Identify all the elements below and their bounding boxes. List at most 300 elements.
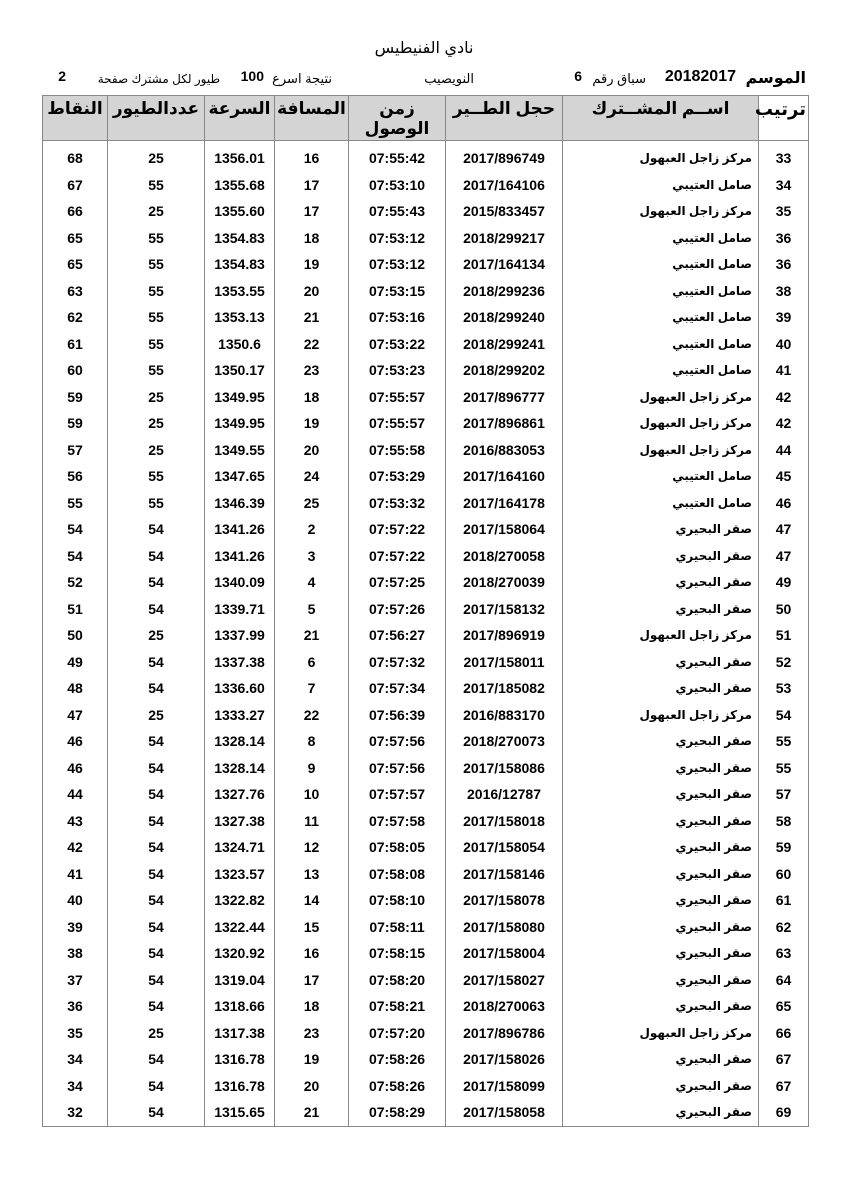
- speed-cell: 1317.38: [205, 1020, 275, 1047]
- rank-cell: 36: [759, 251, 809, 278]
- points-cell: 36: [43, 993, 108, 1020]
- speed-cell: 1356.01: [205, 145, 275, 172]
- rank-cell: 39: [759, 304, 809, 331]
- speed-cell: 1316.78: [205, 1046, 275, 1073]
- member-name-cell: صقر البحيري: [563, 887, 759, 914]
- points-cell: 35: [43, 1020, 108, 1047]
- page-number: 2: [58, 68, 66, 84]
- member-name-cell: صقر البحيري: [563, 728, 759, 755]
- points-cell: 62: [43, 304, 108, 331]
- distance-cell: 22: [275, 702, 349, 729]
- speed-cell: 1354.83: [205, 225, 275, 252]
- member-name-cell: صقر البحيري: [563, 569, 759, 596]
- distance-cell: 16: [275, 145, 349, 172]
- member-name-cell: صامل العتيبي: [563, 225, 759, 252]
- arrival-time-cell: 07:55:58: [349, 437, 446, 464]
- rank-cell: 50: [759, 596, 809, 623]
- speed-cell: 1341.26: [205, 543, 275, 570]
- speed-cell: 1337.38: [205, 649, 275, 676]
- table-row: [43, 357, 809, 384]
- member-name-cell: صامل العتيبي: [563, 304, 759, 331]
- rank-cell: 66: [759, 1020, 809, 1047]
- member-name-cell: صقر البحيري: [563, 940, 759, 967]
- arrival-time-cell: 07:55:43: [349, 198, 446, 225]
- member-name-cell: صقر البحيري: [563, 516, 759, 543]
- table-row: [43, 622, 809, 649]
- distance-cell: 13: [275, 861, 349, 888]
- rank-cell: 46: [759, 490, 809, 517]
- table-row: [43, 463, 809, 490]
- rank-cell: 44: [759, 437, 809, 464]
- points-cell: 67: [43, 172, 108, 199]
- birds-count-cell: 55: [108, 490, 205, 517]
- table-row: [43, 490, 809, 517]
- distance-cell: 16: [275, 940, 349, 967]
- arrival-time-cell: 07:56:27: [349, 622, 446, 649]
- birds-count-cell: 54: [108, 993, 205, 1020]
- distance-cell: 21: [275, 622, 349, 649]
- birds-count-cell: 54: [108, 649, 205, 676]
- points-cell: 43: [43, 808, 108, 835]
- member-name-cell: مركز زاجل العبهول: [563, 622, 759, 649]
- table-row: [43, 728, 809, 755]
- arrival-time-cell: 07:53:15: [349, 278, 446, 305]
- table-row: [43, 1046, 809, 1073]
- member-name-cell: مركز زاجل العبهول: [563, 437, 759, 464]
- table-row: [43, 675, 809, 702]
- arrival-time-cell: 07:57:25: [349, 569, 446, 596]
- member-name-cell: صامل العتيبي: [563, 357, 759, 384]
- distance-cell: 4: [275, 569, 349, 596]
- ring-cell: 2018/299236: [446, 278, 563, 305]
- table-row: [43, 1099, 809, 1126]
- ring-cell: 2017/158004: [446, 940, 563, 967]
- member-name-cell: صامل العتيبي: [563, 490, 759, 517]
- arrival-time-cell: 07:58:08: [349, 861, 446, 888]
- speed-cell: 1354.83: [205, 251, 275, 278]
- member-name-cell: صقر البحيري: [563, 781, 759, 808]
- arrival-time-cell: 07:58:10: [349, 887, 446, 914]
- rank-cell: 61: [759, 887, 809, 914]
- member-name-cell: صامل العتيبي: [563, 172, 759, 199]
- ring-cell: 2017/896786: [446, 1020, 563, 1047]
- member-name-cell: صقر البحيري: [563, 755, 759, 782]
- rank-cell: 54: [759, 702, 809, 729]
- speed-cell: 1353.13: [205, 304, 275, 331]
- rank-cell: 34: [759, 172, 809, 199]
- ring-cell: 2015/833457: [446, 198, 563, 225]
- arrival-time-cell: 07:55:42: [349, 145, 446, 172]
- member-name-cell: صقر البحيري: [563, 834, 759, 861]
- points-cell: 59: [43, 384, 108, 411]
- distance-cell: 6: [275, 649, 349, 676]
- speed-cell: 1328.14: [205, 728, 275, 755]
- distance-cell: 12: [275, 834, 349, 861]
- distance-cell: 9: [275, 755, 349, 782]
- rank-cell: 63: [759, 940, 809, 967]
- points-cell: 59: [43, 410, 108, 437]
- member-name-cell: مركز زاجل العبهول: [563, 410, 759, 437]
- ring-cell: 2018/299202: [446, 357, 563, 384]
- season-value: 20182017: [664, 68, 736, 85]
- arrival-time-cell: 07:53:32: [349, 490, 446, 517]
- distance-cell: 19: [275, 251, 349, 278]
- table-row: [43, 410, 809, 437]
- rank-cell: 40: [759, 331, 809, 358]
- col-arrival-header: زمن الوصول: [349, 96, 446, 141]
- table-row: [43, 172, 809, 199]
- birds-count-cell: 55: [108, 357, 205, 384]
- ring-cell: 2016/883170: [446, 702, 563, 729]
- distance-cell: 3: [275, 543, 349, 570]
- race-number-label: سباق رقم: [592, 71, 646, 86]
- member-name-cell: مركز زاجل العبهول: [563, 1020, 759, 1047]
- ring-cell: 2016/12787: [446, 781, 563, 808]
- ring-cell: 2017/896919: [446, 622, 563, 649]
- arrival-time-cell: 07:58:15: [349, 940, 446, 967]
- arrival-time-cell: 07:53:10: [349, 172, 446, 199]
- distance-cell: 18: [275, 384, 349, 411]
- rank-cell: 47: [759, 543, 809, 570]
- ring-cell: 2018/299217: [446, 225, 563, 252]
- member-name-cell: صقر البحيري: [563, 649, 759, 676]
- table-row: [43, 225, 809, 252]
- rank-cell: 42: [759, 384, 809, 411]
- ring-cell: 2017/158078: [446, 887, 563, 914]
- birds-count-cell: 54: [108, 808, 205, 835]
- results-table: [42, 95, 809, 1127]
- rank-cell: 45: [759, 463, 809, 490]
- ring-cell: 2017/158080: [446, 914, 563, 941]
- ring-cell: 2016/883053: [446, 437, 563, 464]
- speed-cell: 1337.99: [205, 622, 275, 649]
- points-cell: 56: [43, 463, 108, 490]
- member-name-cell: صقر البحيري: [563, 808, 759, 835]
- distance-cell: 19: [275, 1046, 349, 1073]
- col-speed-header: السرعة: [205, 96, 275, 141]
- birds-count-cell: 54: [108, 569, 205, 596]
- distance-cell: 21: [275, 1099, 349, 1126]
- ring-cell: 2017/158099: [446, 1073, 563, 1100]
- rank-cell: 36: [759, 225, 809, 252]
- points-cell: 51: [43, 596, 108, 623]
- points-cell: 55: [43, 490, 108, 517]
- col-distance-header: المسافة: [275, 96, 349, 141]
- table-row: [43, 437, 809, 464]
- birds-count-cell: 54: [108, 834, 205, 861]
- distance-cell: 17: [275, 967, 349, 994]
- distance-cell: 24: [275, 463, 349, 490]
- rank-cell: 55: [759, 728, 809, 755]
- points-cell: 54: [43, 543, 108, 570]
- birds-count-cell: 25: [108, 702, 205, 729]
- table-row: [43, 914, 809, 941]
- rank-cell: 41: [759, 357, 809, 384]
- ring-cell: 2018/270063: [446, 993, 563, 1020]
- points-cell: 52: [43, 569, 108, 596]
- ring-cell: 2017/158011: [446, 649, 563, 676]
- ring-cell: 2017/158064: [446, 516, 563, 543]
- rank-cell: 33: [759, 145, 809, 172]
- points-cell: 44: [43, 781, 108, 808]
- distance-cell: 18: [275, 993, 349, 1020]
- rank-cell: 47: [759, 516, 809, 543]
- table-row: [43, 940, 809, 967]
- speed-cell: 1327.76: [205, 781, 275, 808]
- table-row: [43, 198, 809, 225]
- table-header-row: [43, 96, 809, 141]
- arrival-time-cell: 07:58:29: [349, 1099, 446, 1126]
- points-cell: 61: [43, 331, 108, 358]
- distance-cell: 25: [275, 490, 349, 517]
- points-cell: 48: [43, 675, 108, 702]
- ring-cell: 2017/158132: [446, 596, 563, 623]
- points-cell: 42: [43, 834, 108, 861]
- distance-cell: 20: [275, 278, 349, 305]
- speed-cell: 1350.17: [205, 357, 275, 384]
- distance-cell: 17: [275, 172, 349, 199]
- speed-cell: 1339.71: [205, 596, 275, 623]
- birds-count-cell: 54: [108, 781, 205, 808]
- ring-cell: 2017/158086: [446, 755, 563, 782]
- rank-cell: 58: [759, 808, 809, 835]
- rank-cell: 38: [759, 278, 809, 305]
- birds-count-cell: 55: [108, 251, 205, 278]
- speed-cell: 1349.95: [205, 410, 275, 437]
- fastest-label: نتيجة اسرع: [272, 71, 332, 86]
- speed-cell: 1355.68: [205, 172, 275, 199]
- table-row: [43, 834, 809, 861]
- birds-count-cell: 25: [108, 145, 205, 172]
- table-row: [43, 808, 809, 835]
- ring-cell: 2017/164160: [446, 463, 563, 490]
- arrival-time-cell: 07:56:39: [349, 702, 446, 729]
- ring-cell: 2018/270073: [446, 728, 563, 755]
- birds-count-cell: 54: [108, 967, 205, 994]
- col-birds-header: عددالطيور: [108, 96, 205, 141]
- col-rank-header: ترتيب: [759, 96, 809, 141]
- arrival-time-cell: 07:58:05: [349, 834, 446, 861]
- race-info-line: [48, 68, 806, 92]
- rank-cell: 65: [759, 993, 809, 1020]
- birds-count-cell: 54: [108, 914, 205, 941]
- ring-cell: 2018/270039: [446, 569, 563, 596]
- birds-count-cell: 55: [108, 331, 205, 358]
- arrival-time-cell: 07:58:26: [349, 1046, 446, 1073]
- birds-count-cell: 54: [108, 755, 205, 782]
- ring-cell: 2017/185082: [446, 675, 563, 702]
- birds-count-cell: 54: [108, 728, 205, 755]
- race-location: النويصيب: [424, 71, 474, 86]
- points-cell: 47: [43, 702, 108, 729]
- distance-cell: 17: [275, 198, 349, 225]
- rank-cell: 53: [759, 675, 809, 702]
- club-title: نادي الفنيطيس: [374, 40, 474, 57]
- arrival-time-cell: 07:58:20: [349, 967, 446, 994]
- points-cell: 66: [43, 198, 108, 225]
- speed-cell: 1316.78: [205, 1073, 275, 1100]
- speed-cell: 1336.60: [205, 675, 275, 702]
- table-row: [43, 1020, 809, 1047]
- points-cell: 65: [43, 225, 108, 252]
- points-cell: 46: [43, 755, 108, 782]
- distance-cell: 15: [275, 914, 349, 941]
- arrival-time-cell: 07:57:56: [349, 728, 446, 755]
- distance-cell: 8: [275, 728, 349, 755]
- distance-cell: 21: [275, 304, 349, 331]
- speed-cell: 1320.92: [205, 940, 275, 967]
- rank-cell: 67: [759, 1046, 809, 1073]
- distance-cell: 19: [275, 410, 349, 437]
- member-name-cell: مركز زاجل العبهول: [563, 145, 759, 172]
- rank-cell: 60: [759, 861, 809, 888]
- col-points-header: النقاط: [43, 96, 108, 141]
- table-row: [43, 781, 809, 808]
- arrival-time-cell: 07:58:21: [349, 993, 446, 1020]
- speed-cell: 1355.60: [205, 198, 275, 225]
- rank-cell: 64: [759, 967, 809, 994]
- birds-count-cell: 54: [108, 543, 205, 570]
- speed-cell: 1340.09: [205, 569, 275, 596]
- speed-cell: 1333.27: [205, 702, 275, 729]
- arrival-time-cell: 07:53:16: [349, 304, 446, 331]
- points-cell: 68: [43, 145, 108, 172]
- birds-count-cell: 25: [108, 384, 205, 411]
- col-name-header: اســم المشــترك: [563, 96, 759, 141]
- points-cell: 46: [43, 728, 108, 755]
- ring-cell: 2018/270058: [446, 543, 563, 570]
- speed-cell: 1324.71: [205, 834, 275, 861]
- col-ring-header: حجل الطــير: [446, 96, 563, 141]
- birds-count-cell: 54: [108, 1046, 205, 1073]
- birds-count-cell: 55: [108, 463, 205, 490]
- points-cell: 34: [43, 1073, 108, 1100]
- speed-cell: 1349.95: [205, 384, 275, 411]
- speed-cell: 1347.65: [205, 463, 275, 490]
- ring-cell: 2017/158054: [446, 834, 563, 861]
- table-row: [43, 145, 809, 172]
- points-cell: 54: [43, 516, 108, 543]
- member-name-cell: صقر البحيري: [563, 596, 759, 623]
- birds-count-cell: 25: [108, 437, 205, 464]
- distance-cell: 20: [275, 437, 349, 464]
- arrival-time-cell: 07:57:22: [349, 543, 446, 570]
- birds-count-cell: 25: [108, 410, 205, 437]
- season-label: الموسم: [745, 70, 806, 87]
- ring-cell: 2017/164178: [446, 490, 563, 517]
- birds-count-cell: 54: [108, 675, 205, 702]
- table-row: [43, 331, 809, 358]
- distance-cell: 23: [275, 357, 349, 384]
- points-cell: 40: [43, 887, 108, 914]
- table-row: [43, 569, 809, 596]
- points-cell: 49: [43, 649, 108, 676]
- member-name-cell: صقر البحيري: [563, 675, 759, 702]
- distance-cell: 18: [275, 225, 349, 252]
- birds-count-cell: 55: [108, 278, 205, 305]
- ring-cell: 2017/896777: [446, 384, 563, 411]
- speed-cell: 1341.26: [205, 516, 275, 543]
- ring-cell: 2017/164134: [446, 251, 563, 278]
- table-row: [43, 384, 809, 411]
- ring-cell: 2018/299241: [446, 331, 563, 358]
- arrival-time-cell: 07:57:58: [349, 808, 446, 835]
- birds-count-cell: 25: [108, 1020, 205, 1047]
- arrival-time-cell: 07:57:56: [349, 755, 446, 782]
- ring-cell: 2017/158058: [446, 1099, 563, 1126]
- speed-cell: 1315.65: [205, 1099, 275, 1126]
- member-name-cell: صقر البحيري: [563, 543, 759, 570]
- speed-cell: 1322.44: [205, 914, 275, 941]
- member-name-cell: صقر البحيري: [563, 993, 759, 1020]
- member-name-cell: صامل العتيبي: [563, 331, 759, 358]
- birds-count-cell: 54: [108, 861, 205, 888]
- arrival-time-cell: 07:58:11: [349, 914, 446, 941]
- rank-cell: 35: [759, 198, 809, 225]
- points-cell: 38: [43, 940, 108, 967]
- member-name-cell: صقر البحيري: [563, 861, 759, 888]
- birds-count-cell: 54: [108, 887, 205, 914]
- distance-cell: 5: [275, 596, 349, 623]
- points-cell: 63: [43, 278, 108, 305]
- speed-cell: 1349.55: [205, 437, 275, 464]
- birds-count-cell: 54: [108, 1099, 205, 1126]
- table-row: [43, 596, 809, 623]
- points-cell: 39: [43, 914, 108, 941]
- distance-cell: 20: [275, 1073, 349, 1100]
- table-row: [43, 993, 809, 1020]
- speed-cell: 1350.6: [205, 331, 275, 358]
- birds-count-cell: 55: [108, 304, 205, 331]
- member-name-cell: صقر البحيري: [563, 967, 759, 994]
- table-row: [43, 702, 809, 729]
- table-row: [43, 304, 809, 331]
- points-cell: 50: [43, 622, 108, 649]
- table-row: [43, 649, 809, 676]
- birds-per-member-label: طيور لكل مشترك صفحة: [97, 72, 220, 86]
- table-row: [43, 967, 809, 994]
- rank-cell: 55: [759, 755, 809, 782]
- table-row: [43, 755, 809, 782]
- fastest-count: 100: [240, 68, 264, 84]
- arrival-time-cell: 07:55:57: [349, 384, 446, 411]
- speed-cell: 1323.57: [205, 861, 275, 888]
- member-name-cell: صقر البحيري: [563, 1073, 759, 1100]
- points-cell: 37: [43, 967, 108, 994]
- arrival-time-cell: 07:53:22: [349, 331, 446, 358]
- table-row: [43, 278, 809, 305]
- member-name-cell: صامل العتيبي: [563, 251, 759, 278]
- member-name-cell: مركز زاجل العبهول: [563, 384, 759, 411]
- arrival-time-cell: 07:53:23: [349, 357, 446, 384]
- member-name-cell: مركز زاجل العبهول: [563, 198, 759, 225]
- arrival-time-cell: 07:57:20: [349, 1020, 446, 1047]
- rank-cell: 49: [759, 569, 809, 596]
- birds-count-cell: 25: [108, 198, 205, 225]
- table-row: [43, 516, 809, 543]
- speed-cell: 1322.82: [205, 887, 275, 914]
- arrival-time-cell: 07:53:12: [349, 251, 446, 278]
- distance-cell: 10: [275, 781, 349, 808]
- rank-cell: 52: [759, 649, 809, 676]
- distance-cell: 7: [275, 675, 349, 702]
- distance-cell: 11: [275, 808, 349, 835]
- rank-cell: 42: [759, 410, 809, 437]
- speed-cell: 1353.55: [205, 278, 275, 305]
- speed-cell: 1318.66: [205, 993, 275, 1020]
- arrival-time-cell: 07:53:12: [349, 225, 446, 252]
- rank-cell: 62: [759, 914, 809, 941]
